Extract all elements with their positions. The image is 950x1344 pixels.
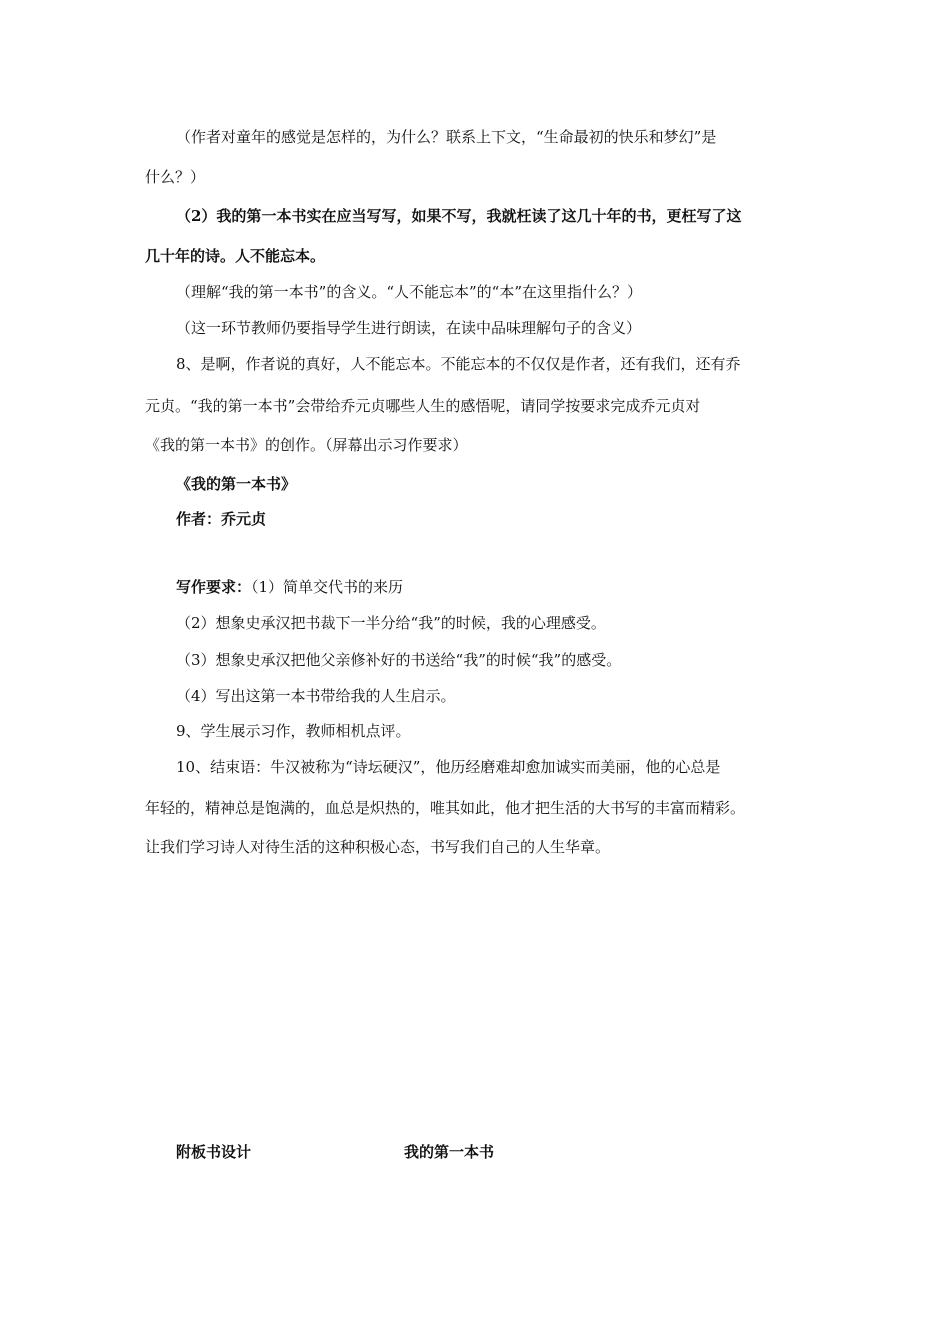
step-10-conclusion: 10、结束语：牛汉被称为“诗坛硬汉”，他历经磨难却愈加诚实而美丽，他的心总是 xyxy=(176,758,721,776)
writing-requirement-4: （4）写出这第一本书带给我的人生启示。 xyxy=(176,687,456,705)
board-design-label: 附板书设计 xyxy=(176,1143,252,1161)
quote-sentence-2-cont: 几十年的诗。人不能忘本。 xyxy=(145,247,326,265)
writing-requirement-1 xyxy=(176,577,403,597)
step-8-paragraph-cont-2: 《我的第一本书》的创作。（屏幕出示习作要求） xyxy=(145,436,468,454)
step-10-conclusion-cont-2: 让我们学习诗人对待生活的这种积极心态，书写我们自己的人生华章。 xyxy=(145,838,611,856)
teacher-note-reading: （这一环节教师仍要指导学生进行朗读，在读中品味理解句子的含义） xyxy=(176,319,642,337)
step-8-paragraph-cont-1: 元贞。“我的第一本书”会带给乔元贞哪些人生的感悟呢，请同学按要求完成乔元贞对 xyxy=(145,397,701,415)
question-childhood-feeling-cont: 什么？） xyxy=(145,168,206,186)
quote-sentence-2: （2）我的第一本书实在应当写写，如果不写，我就枉读了这几十年的书，更枉写了这 xyxy=(176,207,742,225)
essay-title: 《我的第一本书》 xyxy=(176,475,297,493)
step-9: 9、学生展示习作，教师相机点评。 xyxy=(176,722,411,740)
board-design-title: 我的第一本书 xyxy=(404,1143,495,1161)
writing-requirement-label: 写作要求： xyxy=(176,578,252,596)
question-meaning: （理解“我的第一本书”的含义。“人不能忘本”的“本”在这里指什么？） xyxy=(176,283,643,301)
question-childhood-feeling: （作者对童年的感觉是怎样的，为什么？联系上下文，“生命最初的快乐和梦幻”是 xyxy=(176,128,717,146)
essay-author: 作者：乔元贞 xyxy=(176,510,267,528)
writing-requirement-3: （3）想象史承汉把他父亲修补好的书送给“我”的时候“我”的感受。 xyxy=(176,651,622,669)
writing-requirement-1-text: （1）简单交代书的来历 xyxy=(251,578,404,596)
writing-requirement-2: （2）想象史承汉把书裁下一半分给“我”的时候，我的心理感受。 xyxy=(176,614,606,632)
step-10-conclusion-cont-1: 年轻的，精神总是饱满的，血总是炽热的，唯其如此，他才把生活的大书写的丰富而精彩。 xyxy=(145,799,746,817)
step-8-paragraph: 8、是啊，作者说的真好，人不能忘本。不能忘本的不仅仅是作者，还有我们，还有乔 xyxy=(176,355,741,373)
